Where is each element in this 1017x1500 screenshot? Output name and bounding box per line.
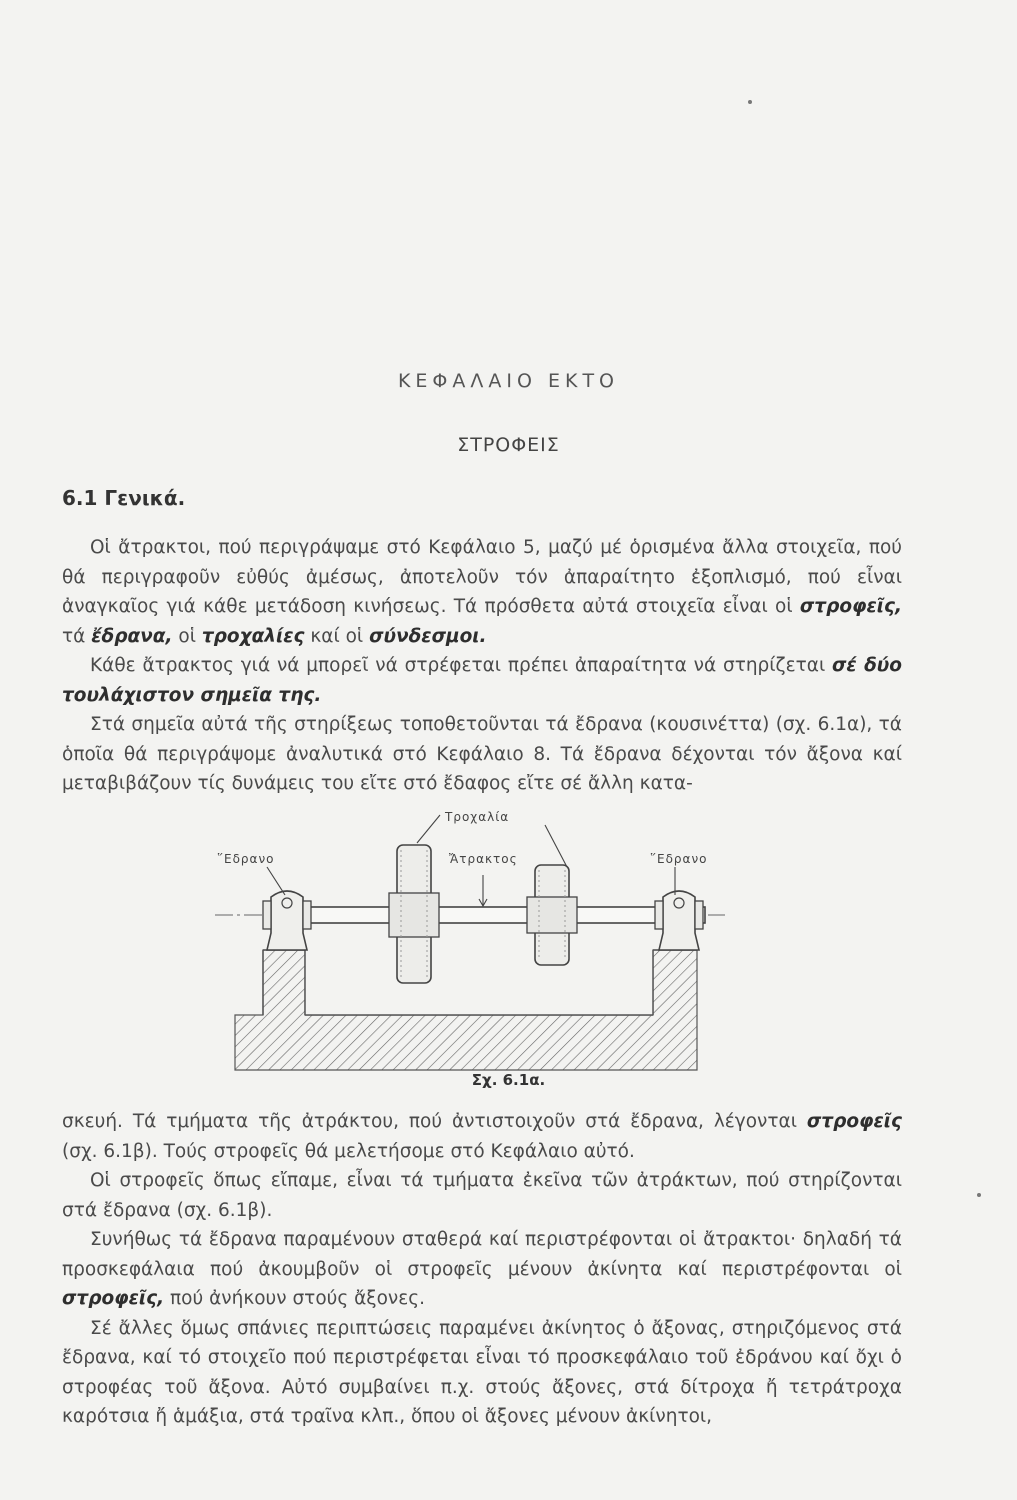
text-block-top (62, 533, 902, 799)
figure-shaft-assembly (205, 805, 725, 1080)
paragraph-5: Οἱ στροφεῖς ὅπως εἴπαμε, εἶναι τά τμήματα ἐκεῖνα τῶν ἀτράκτων, πού στηρίζονται στά ἔδρανα (σχ. 6.1β). (62, 1170, 902, 1221)
paragraph-7: Σέ ἄλλες ὅμως σπάνιες περιπτώσεις παραμένει ἀκίνητος ὁ ἄξονας, στηριζόμενος στά ἔδρανα, καί τό στοιχεῖο πού περιστρέφεται εἶναι τό προσκεφάλαιο τοῦ ἐδράνου καί ὄχι ὁ στροφέας τοῦ ἄξονα. Αὐτό συμβαίνει π.χ. στούς ἄξονες, στά δίτροχα ἤ τετράτροχα καρότσια ἤ ἁμάξια, στά τραῖνα κλπ., ὅπου οἱ ἄξονες μένουν ἀκίνητοι, (62, 1317, 902, 1427)
paragraph-6: Συνήθως τά ἔδρανα παραμένουν σταθερά καί περιστρέφονται οἱ ἄτρακτοι· δηλαδή τά προσκεφάλαια πού ἀκουμβοῦν οἱ στροφεῖς μένουν ἀκίνητα καί περιστρέφονται οἱ στροφεῖς, πού ἀνήκουν στούς ἄξονες. (62, 1229, 902, 1309)
bearing-right (655, 891, 703, 950)
pulley-right (527, 865, 577, 965)
shaft-diagram (205, 805, 725, 1080)
paragraph-1: Οἱ ἄτρακτοι, πού περιγράψαμε στό Κεφάλαιο 5, μαζύ μέ ὁρισμένα ἄλλα στοιχεῖα, πού θά περιγραφοῦν εὐθύς ἀμέσως, ἀποτελοῦν τόν ἀπαραίτητο ἐξοπλισμό, πού εἶναι ἀναγκαῖος γιά κάθε μετάδοση κινήσεως. Τά πρόσθετα αὐτά στοιχεῖα εἶναι οἱ στροφεῖς, τά ἔδρανα, οἱ τροχαλίες καί οἱ σύνδεσμοι. (62, 537, 902, 647)
section-heading: 6.1 Γενικά. (62, 486, 186, 510)
shaft (275, 907, 705, 923)
pulley-left (389, 845, 439, 983)
ground-cutout (305, 950, 653, 1015)
label-pulley: Τροχαλία (445, 810, 510, 824)
page-title: ΣΤΡΟΦΕΙΣ (457, 434, 560, 456)
label-bearing-left: ῞Εδρανο (217, 852, 275, 866)
label-shaft: Ἄτρακτος (449, 852, 518, 866)
figure-caption: Σχ. 6.1α. (471, 1071, 546, 1089)
paragraph-3: Στά σημεῖα αὐτά τῆς στηρίξεως τοποθετοῦνται τά ἔδρανα (κουσινέττα) (σχ. 6.1α), τά ὁποῖα θά περιγράψομε ἀναλυτικά στό Κεφάλαιο 8. Τά ἔδρανα δέχονται τόν ἄξονα καί μεταβιβάζουν τίς δυνάμεις του εἴτε στό ἔδαφος εἴτε σέ ἄλλη κατα- (62, 714, 902, 794)
label-bearing-right: ῞Εδρανο (650, 852, 708, 866)
scan-speck (748, 100, 752, 104)
bearing-left (263, 891, 311, 950)
chapter-heading: ΚΕΦΑΛΑΙΟ ΕΚΤΟ (397, 370, 620, 392)
paragraph-4: σκευή. Τά τμήματα τῆς ἀτράκτου, πού ἀντιστοιχοῦν στά ἔδρανα, λέγονται στροφεῖς (σχ. 6.1β). Τούς στροφεῖς θά μελετήσομε στό Κεφάλαιο αὐτό. (62, 1111, 902, 1162)
paragraph-2: Κάθε ἄτρακτος γιά νά μπορεῖ νά στρέφεται πρέπει ἀπαραίτητα νά στηρίζεται σέ δύο τουλάχιστον σημεῖα της. (62, 655, 902, 706)
text-block-bottom (62, 1107, 902, 1432)
scan-speck (977, 1193, 981, 1197)
